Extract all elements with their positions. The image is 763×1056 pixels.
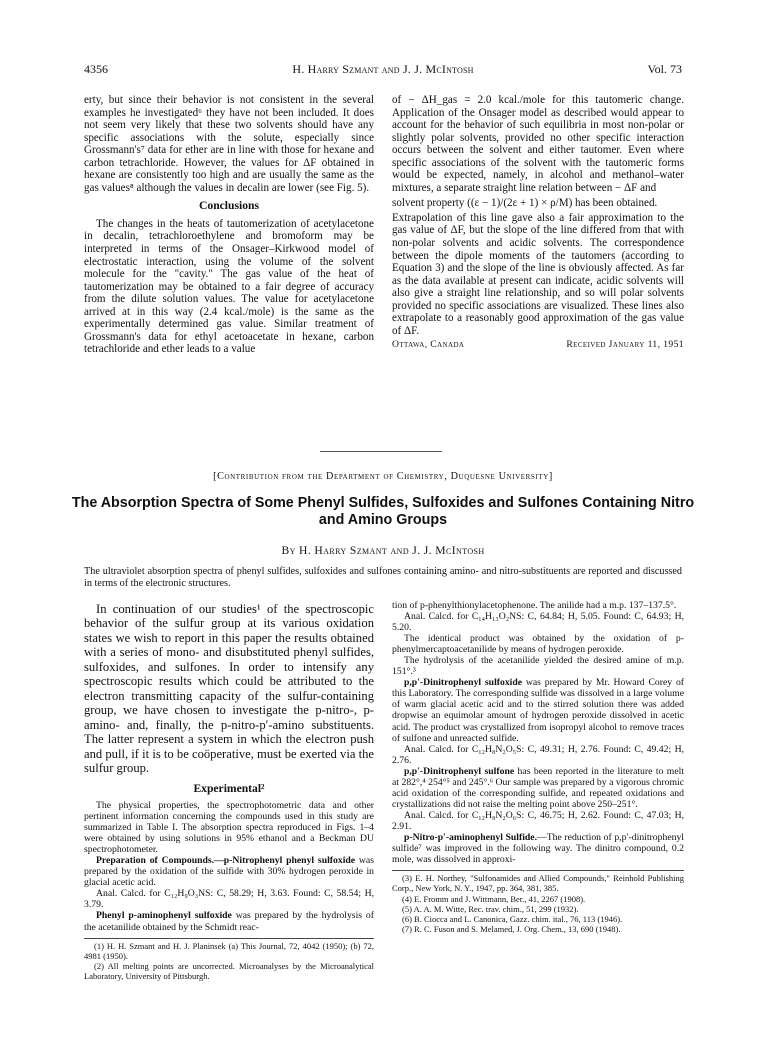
- page-number: 4356: [84, 62, 108, 76]
- abstract: The ultraviolet absorption spectra of phenyl sulfides, sulfoxides and sulfones containing amino- and nitro-substituents are reported and discussed in terms of the electronic structures.: [84, 566, 682, 589]
- analysis-line: Anal. Calcd. for C₁₂H₉O₃NS: C, 58.29; H, 3.63. Found: C, 58.54; H, 3.79.: [84, 888, 374, 911]
- paragraph-text: has been reported in the literature to melt at 282°,⁴ 254°⁵ and 245°.⁶ Our sample was prepared by a vigorous chromic acid oxidation of the corresponding sulfide, and repeated oxidations and crystallizations did not raise the melting point above 250–251°.: [392, 765, 685, 810]
- running-header: [84, 62, 682, 78]
- paragraph: [84, 855, 374, 888]
- paragraph-text: was prepared by Mr. Howard Corey of this Laboratory. The corresponding sulfide was dissolved in a large volume of warm glacial acetic acid and to the stirred solution there was added dropwise an equimolar amount of hydrogen peroxide dissolved in acetic acid. The product was crystallized from isopropyl alcohol to remove traces of sulfone and unreacted sulfide.: [392, 677, 685, 744]
- paragraph: The hydrolysis of the acetanilide yielded the desired amine of m.p. 151°.³: [392, 655, 684, 678]
- paragraph: erty, but since their behavior is not consistent in the several examples he investigated⁶ they have not been included. It does not seem very likely that these two solvents should have any specific associations with the solute, especially since Grossmann's⁷ data for ether are in line with those for hexane and carbon tetrachloride. However, the values for ΔF obtained in hexane are consistently too high and are usually the same as the gas values⁸ although the values in decalin are lower (see Fig. 5).: [84, 94, 374, 194]
- footnote: (2) All melting points are uncorrected. Microanalyses by the Microanalytical Laboratory, University of Pittsburgh.: [84, 960, 374, 982]
- paragraph: Extrapolation of this line gave also a fair approximation to the gas value of ΔF, but the slope of the line differed from that with non-polar solvents and acidic solvents. The correspondence between the dipole moments of the tautomers (according to Equation 3) and the slope of the line is obviously affected. As far as the data available at present can indicate, acidic solvents will also give a straight line relationship, and so will polar solvents provided no specific associations are visualized. These lines also extrapolate to a reasonably good approximation of the gas value of ΔF.: [392, 211, 684, 337]
- paragraph-text: was prepared by the oxidation of the sulfide with 30% hydrogen peroxide in glacial acetic acid.: [84, 855, 374, 889]
- paragraph: [392, 677, 684, 743]
- section-heading-conclusions: Conclusions: [199, 199, 259, 213]
- section-heading-experimental: Experimental²: [193, 782, 265, 796]
- top-right-column: [392, 94, 684, 352]
- formula-line: solvent property ((ε − 1)/(2ε + 1) × ρ/M) has been obtained.: [392, 197, 658, 210]
- paragraph: The physical properties, the spectrophotometric data and other pertinent information concerning the compounds used in this study are summarized in Table I. The absorption spectra reproduced in Figs. 1–4 were obtained by using solutions in 95% ethanol and a Beckman DU spectrophotometer.: [84, 799, 374, 856]
- volume-label: Vol. 73: [647, 62, 682, 76]
- analysis-line: Anal. Calcd. for C₁₂H₈N₂O₆S: C, 46.75; H, 2.62. Found: C, 47.03; H, 2.91.: [392, 809, 684, 832]
- footnote: (5) A. A. M. Witte, Rec. trav. chim., 51, 299 (1932).: [402, 903, 579, 914]
- paragraph: of − ΔH_gas = 2.0 kcal./mole for this tautomeric change. Application of the Onsager model as described would appear to account for the behavior of such equilibria in most non-polar or slightly polar solvents, provided no other specific interaction occurs between the solvent and either tautomer. Even where specific associations of the solvent with the tautomeric forms would be expected, namely, in alcohol and methanol–water mixtures, a separate straight line relation between − ΔF and: [392, 94, 684, 194]
- intro-paragraph: In continuation of our studies¹ of the spectroscopic behavior of the sulfur group at its various oxidation states we wish to report in this paper the results obtained with a series of mono- and disubstituted phenyl sulfides, sulfoxides, and sulfones. In order to intensify any spectroscopic results which could be attributed to the electron transmitting capacity of the sulfur-containing group, we have chosen to investigate the p-nitro-, p-amino- and, finally, the p-nitro-p′-amino substituents. The latter represent a system in which the electron push and pull, if it is to be coöperative, must be exerted via the sulfur group.: [84, 602, 374, 775]
- subheading: Preparation of Compounds.—p-Nitrophenyl phenyl sulfoxide: [96, 855, 356, 867]
- contribution-line: [Contribution from the Department of Chemistry, Duquesne University]: [213, 471, 553, 482]
- article-title: The Absorption Spectra of Some Phenyl Sulfides, Sulfoxides and Sulfones Containing Nitro and Amino Groups: [71, 495, 695, 528]
- received-date: Received January 11, 1951: [566, 339, 684, 351]
- footnote: (7) R. C. Fuson and S. Melamed, J. Org. Chem., 13, 690 (1948).: [402, 924, 621, 935]
- bottom-right-column: [392, 600, 684, 934]
- footnote: (1) H. H. Szmant and H. J. Planinsek (a) This Journal, 72, 4042 (1950); (b) 72, 4981 (1950).: [84, 940, 374, 961]
- footnote: (6) B. Ciocca and L. Canonica, Gazz. chim. ital., 76, 113 (1946).: [402, 913, 623, 924]
- bottom-left-column: [84, 602, 374, 981]
- paragraph-text: —The reduction of p,p′-dinitrophenyl sulfide⁷ was improved in the following way. The dinitro compound, 0.2 mole, was dissolved in approxi-: [392, 831, 684, 866]
- paragraph: [392, 832, 684, 865]
- byline: By H. Harry Szmant and J. J. McIntosh: [281, 544, 485, 557]
- subheading: p,p′-Dinitrophenyl sulfone: [404, 765, 515, 777]
- running-title: H. Harry Szmant and J. J. McIntosh: [292, 62, 474, 76]
- place-label: Ottawa, Canada: [392, 339, 465, 351]
- paragraph: The changes in the heats of tautomerization of acetylacetone in decalin, tetrachloroethylene and bromoform may be interpreted in terms of the Onsager–Kirkwood model of electrostatic interaction, using the volume of the solvent molecule for the "cavity." The gas value of the heat of tautomerization may be obtained to a fair degree of accuracy from the dilute solution values. The value for acetylacetone arrived at in this way (2.4 kcal./mole) is the same as the experimentally determined gas value. Similar treatment of Grossmann's data for ethyl acetoacetate in hexane, carbon tetrachloride and ether leads to a value: [84, 217, 374, 356]
- analysis-line: Anal. Calcd. for C₁₄H₁₃O₂NS: C, 64.84; H, 5.05. Found: C, 64.93; H, 5.20.: [392, 611, 684, 634]
- paragraph-text: was prepared by the hydrolysis of the acetanilide obtained by the Schmidt reac-: [84, 910, 374, 933]
- footnotes: [84, 941, 374, 982]
- separator-rule: [320, 451, 442, 452]
- top-left-column: [84, 94, 374, 356]
- signature-line: [392, 339, 684, 352]
- subheading: p,p′-Dinitrophenyl sulfoxide: [404, 677, 523, 689]
- subheading: Phenyl p-aminophenyl sulfoxide: [96, 910, 232, 922]
- subheading: p-Nitro-p′-aminophenyl Sulfide.: [404, 831, 538, 843]
- footnote: (3) E. H. Northey, "Sulfonamides and Allied Compounds," Reinhold Publishing Corp., New York, N. Y., 1947, pp. 364, 381, 385.: [392, 873, 684, 894]
- paragraph: The identical product was obtained by the oxidation of p-phenylmercaptoacetanilide by means of hydrogen peroxide.: [392, 633, 684, 656]
- footnote-rule: [392, 870, 684, 871]
- paragraph: tion of p-phenylthionylacetophenone. The anilide had a m.p. 137–137.5°.: [392, 600, 677, 611]
- paragraph: [84, 910, 374, 932]
- paragraph: [392, 766, 684, 810]
- footnote-rule: [84, 938, 374, 939]
- footnote: (4) E. Fromm and J. Wittmann, Ber., 41, 2267 (1908).: [402, 893, 586, 904]
- analysis-line: Anal. Calcd. for C₁₂H₈N₂O₅S: C, 49.31; H, 2.76. Found: C, 49.42; H, 2.76.: [392, 743, 684, 766]
- footnotes: [392, 873, 684, 934]
